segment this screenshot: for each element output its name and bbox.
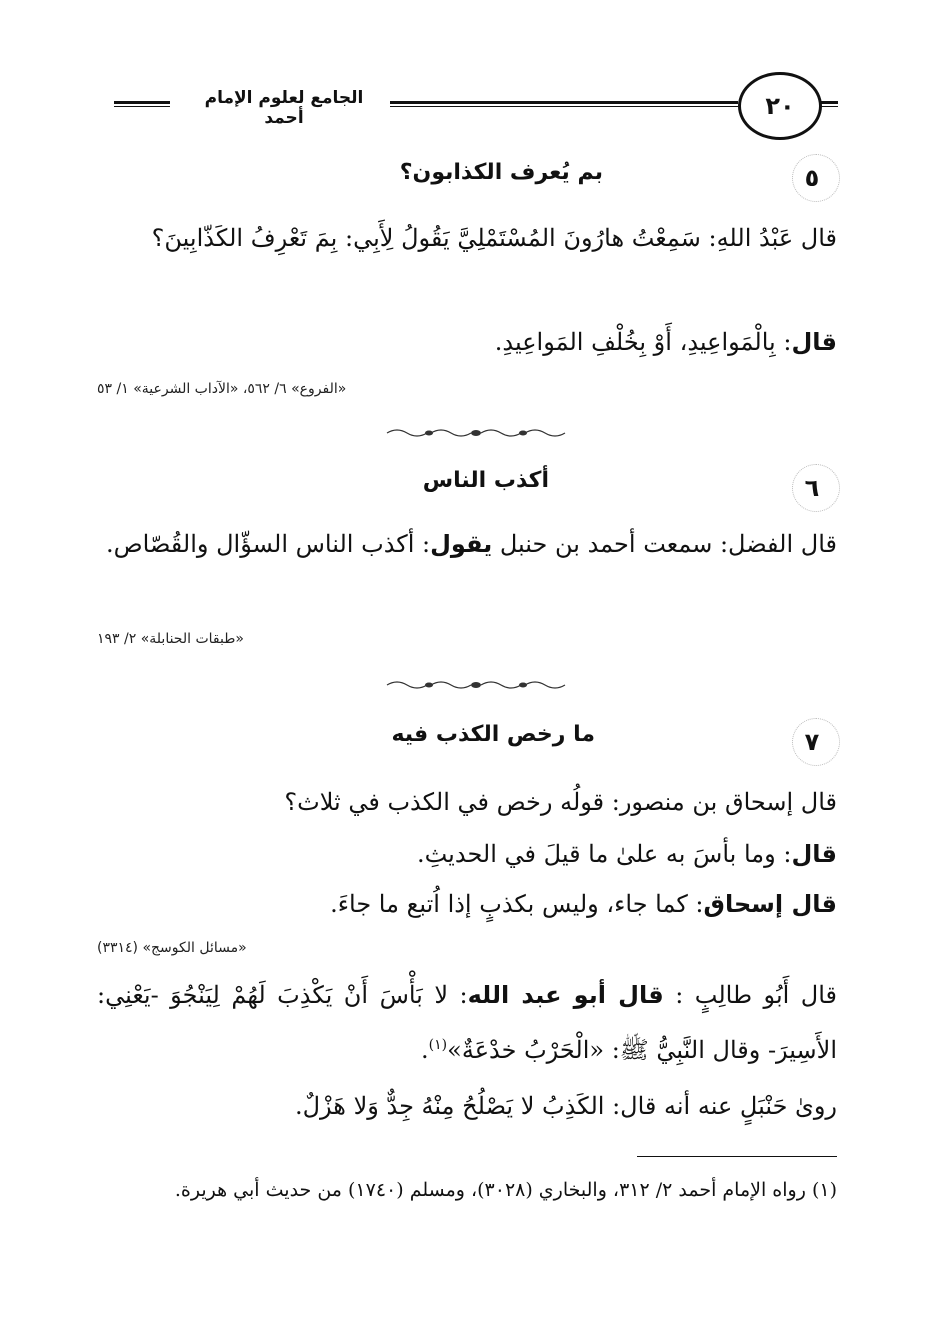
source-citation: «مسائل الكوسج» (٣٣١٤): [97, 940, 247, 956]
footnote: [97, 1174, 837, 1206]
paragraph-text: .: [421, 1036, 429, 1064]
section-number: ٧: [790, 724, 834, 760]
paragraph-text: : وما بأسَ به علىٰ ما قيلَ في الحديثِ.: [416, 840, 792, 868]
paragraph-text: : أكذب الناس السؤّال والقُصّاص.: [106, 530, 431, 558]
paragraph-text: : بِالْمَواعِيدِ، أَوْ بِخُلْفِ المَواعِيدِ.: [494, 328, 792, 356]
header-rule-left-short: [114, 101, 170, 107]
paragraph-text: قال أَبُو طالِبٍ :: [663, 981, 837, 1009]
ornament-divider: [383, 426, 569, 440]
paragraph-text: قال إسحاق بن منصور: قولُه رخص في الكذب في ثلاث؟: [284, 788, 837, 816]
section-number: ٦: [790, 470, 834, 506]
paragraph: [97, 514, 837, 574]
section-number: ٥: [790, 160, 834, 196]
source-citation: «الفروع» ٦/ ٥٦٢، «الآداب الشرعية» ١/ ٥٣: [97, 381, 347, 397]
running-title: الجامع لعلوم الإمام أحمد: [178, 88, 390, 128]
header-rule-middle: [376, 101, 738, 107]
paragraph: [97, 312, 837, 372]
paragraph: [97, 208, 837, 268]
section-title: ما رخص الكذب فيه: [391, 722, 595, 747]
keyword: قال أبو عبد الله: [467, 981, 664, 1009]
footnote-rule: [637, 1156, 837, 1157]
paragraph: [97, 772, 837, 832]
section-title: بم يُعرف الكذابون؟: [399, 160, 603, 185]
keyword: قال: [791, 840, 837, 868]
paragraph-text: رویٰ حَنْبَلٍ عنه أنه قال: الكَذِبُ لا يَصْلُحُ مِنْهُ جِدٌّ وَلا هَزْلٌ.: [294, 1092, 837, 1120]
paragraph: [97, 874, 837, 934]
footnote-marker: (١): [811, 1179, 837, 1201]
footnote-text: رواه الإمام أحمد ٢/ ٣١٢، والبخاري (٣٠٢٨)، ومسلم (١٧٤٠) من حديث أبي هريرة.: [174, 1179, 806, 1201]
paragraph-text: : لا بَأْسَ أَنْ يَكْذِبَ لَهُمْ لِيَنْجُوَ -يَعْنِي: الأَسِيرَ- وقال النَّبِيُّ ﷺ: «الْحَرْبُ خدْعَةٌ»: [97, 981, 837, 1064]
keyword: قال إسحاق: [703, 890, 837, 918]
paragraph: [97, 1076, 837, 1136]
footnote-reference[interactable]: (١): [428, 1037, 448, 1053]
section-title: أكذب الناس: [422, 468, 549, 493]
keyword: يقول: [430, 530, 493, 558]
ornament-divider: [383, 678, 569, 692]
paragraph-text: : كما جاء، وليس بكذبٍ إذا اُتبع ما جاءَ.: [330, 890, 704, 918]
source-citation: «طبقات الحنابلة» ٢/ ١٩٣: [97, 631, 244, 647]
paragraph-text: قال الفضل: سمعت أحمد بن حنبل: [492, 530, 837, 558]
keyword: قال: [791, 328, 837, 356]
page-number: ٢٠: [738, 72, 822, 140]
paragraph-text: قال عَبْدُ اللهِ: سَمِعْتُ هارُونَ المُسْتَمْلِيَّ يَقُولُ لِأَبِي: بِمَ تَعْرِفُ الكَذّابِينَ؟: [151, 224, 837, 252]
paragraph: [97, 970, 837, 1075]
